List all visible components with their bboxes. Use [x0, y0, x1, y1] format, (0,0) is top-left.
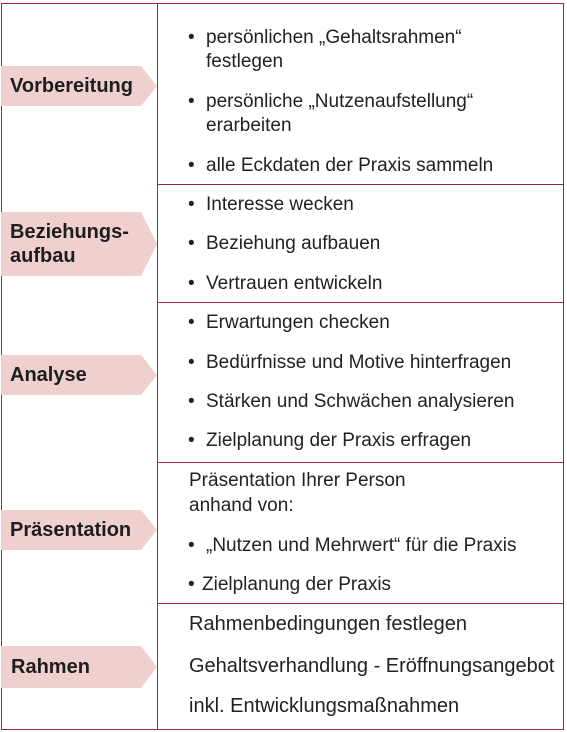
list-item-continuation: festlegen [206, 51, 284, 72]
list-item: • Vertrauen entwickeln [188, 273, 383, 294]
bullet-dot-icon: • [188, 233, 195, 254]
list-item: • Beziehung aufbauen [188, 233, 381, 254]
list-item-continuation: erarbeiten [206, 115, 292, 136]
list-item: • Zielplanung der Praxis erfragen [188, 430, 472, 451]
list-item: • persönliche „Nutzenaufstellung“ [188, 91, 474, 112]
list-item: • persönlichen „Gehaltsrahmen“ [188, 27, 462, 48]
section-content-rahmen [158, 604, 564, 729]
section-label-rahmen [1, 646, 157, 688]
section-label-text: Präsentation [10, 519, 132, 541]
section-label-beziehungsaufbau [1, 212, 157, 276]
intro-text: anhand von: [189, 495, 294, 516]
list-item: • Erwartungen checken [188, 312, 390, 333]
section-content-praesentation [158, 463, 564, 603]
list-item: • „Nutzen und Mehrwert“ für die Praxis [188, 535, 517, 556]
bullet-dot-icon: • [188, 273, 195, 294]
section-label-text: Rahmen [11, 656, 90, 678]
section-label-vorbereitung [1, 66, 157, 106]
list-item: • Bedürfnisse und Motive hinterfragen [188, 352, 512, 373]
section-content-vorbereitung [158, 4, 564, 184]
arrow-tag [1, 646, 157, 688]
list-item: • Stärken und Schwächen analysieren [188, 391, 515, 412]
bullet-dot-icon: • [188, 27, 195, 48]
list-item: • alle Eckdaten der Praxis sammeln [188, 155, 494, 176]
section-label-praesentation [1, 510, 157, 550]
bullet-dot-icon: • [188, 155, 195, 176]
section-content-analyse [158, 303, 564, 462]
bullet-dot-icon: • [188, 352, 195, 373]
section-label-text: Analyse [10, 364, 87, 386]
bullet-dot-icon: • [188, 430, 195, 451]
intro-text: Präsentation Ihrer Person [189, 470, 406, 491]
bullet-dot-icon: • [188, 391, 195, 412]
section-label-analyse [1, 355, 157, 395]
list-item: • Interesse wecken [188, 194, 354, 215]
bullet-dot-icon: • [188, 574, 195, 595]
section-content-beziehungsaufbau [158, 185, 564, 302]
list-item: • Zielplanung der Praxis [188, 574, 392, 595]
text-line: Gehaltsverhandlung - Eröffnungsangebot [189, 655, 555, 677]
arrow-tag [1, 510, 157, 550]
text-line: Rahmenbedingungen festlegen [189, 613, 467, 635]
bullet-dot-icon: • [188, 312, 195, 333]
section-label-text: Beziehungs- aufbau [10, 221, 129, 267]
arrow-tag [1, 212, 157, 276]
bullet-dot-icon: • [188, 535, 195, 556]
arrow-tag [1, 355, 157, 395]
bullet-dot-icon: • [188, 91, 195, 112]
section-label-text: Vorbereitung [10, 75, 133, 97]
text-line: inkl. Entwicklungsmaßnahmen [189, 695, 460, 717]
arrow-tag [1, 66, 157, 106]
bullet-dot-icon: • [188, 194, 195, 215]
